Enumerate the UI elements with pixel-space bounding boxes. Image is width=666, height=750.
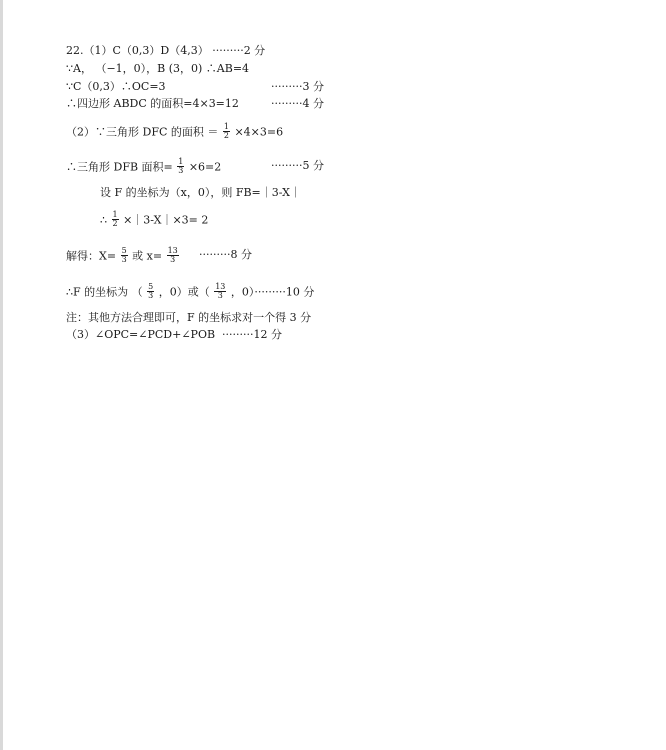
line-ab bbox=[66, 62, 249, 76]
score-3: ·········3 分 bbox=[271, 80, 324, 93]
fraction-third: $\frac{1}{3}$ bbox=[178, 157, 184, 175]
line-area-dfc bbox=[66, 124, 283, 141]
line-set-f bbox=[100, 186, 301, 200]
f-coords-pre: ∴F 的坐标为 （ bbox=[66, 285, 143, 299]
line-part3 bbox=[66, 328, 215, 342]
line-note bbox=[66, 311, 311, 325]
set-f-text: 设 F 的坐标为（x，0），则 FB=｜3-X｜ bbox=[100, 186, 301, 199]
area-dfc-post: ×4×3=6 bbox=[234, 125, 284, 139]
f-coords-post: ，0）·········10 分 bbox=[230, 285, 315, 299]
score-4: ·········4 分 bbox=[271, 97, 324, 110]
fraction-thirteen-thirds-2: $\frac{13}{3}$ bbox=[215, 282, 226, 300]
oc-text: ∵C（0,3）∴OC=3 bbox=[66, 80, 166, 93]
solution-mid: 或 x= bbox=[132, 249, 163, 263]
line-solution bbox=[66, 248, 180, 265]
score-8: ·········8 分 bbox=[199, 248, 252, 261]
fraction-half: $\frac{1}{2}$ bbox=[223, 122, 229, 140]
line-area-dfb bbox=[66, 159, 221, 176]
fraction-thirteen-thirds: $\frac{13}{3}$ bbox=[167, 246, 178, 264]
equation-post: ×｜3-X｜×3= 2 bbox=[123, 213, 209, 227]
score-2: ·········2 分 bbox=[212, 44, 266, 57]
score-5: ·········5 分 bbox=[271, 159, 324, 172]
f-coords-mid: ，0）或（ bbox=[158, 285, 210, 299]
equation-pre: ∴ bbox=[100, 213, 107, 227]
part1-coords-text: 22.（1）C（0,3）D（4,3） bbox=[66, 44, 209, 57]
line-equation bbox=[100, 212, 208, 229]
ab-text: ∵A， （−1，0），B (3，0) ∴AB=4 bbox=[66, 62, 250, 75]
line-oc bbox=[66, 80, 166, 94]
area-abdc-text: ∴四边形 ABDC 的面积=4×3=12 bbox=[66, 97, 239, 110]
area-dfb-post: ×6=2 bbox=[188, 160, 222, 174]
fraction-five-thirds-2: $\frac{5}{3}$ bbox=[148, 282, 154, 300]
solution-pre: 解得：X= bbox=[66, 249, 117, 263]
line-f-coords bbox=[66, 284, 314, 301]
score-12: ·········12 分 bbox=[222, 328, 282, 341]
area-dfc-pre: （2）∵三角形 DFC 的面积 ＝ bbox=[66, 125, 219, 139]
area-dfb-pre: ∴三角形 DFB 面积= bbox=[66, 160, 173, 174]
fraction-half-2: $\frac{1}{2}$ bbox=[112, 210, 118, 228]
line-area-abdc bbox=[66, 97, 239, 111]
note-text: 注：其他方法合理即可，F 的坐标求对一个得 3 分 bbox=[66, 311, 312, 324]
part3-text: （3）∠OPC=∠PCD+∠POB bbox=[66, 328, 216, 341]
line-part1-coords bbox=[66, 44, 265, 58]
fraction-five-thirds: $\frac{5}{3}$ bbox=[121, 246, 127, 264]
